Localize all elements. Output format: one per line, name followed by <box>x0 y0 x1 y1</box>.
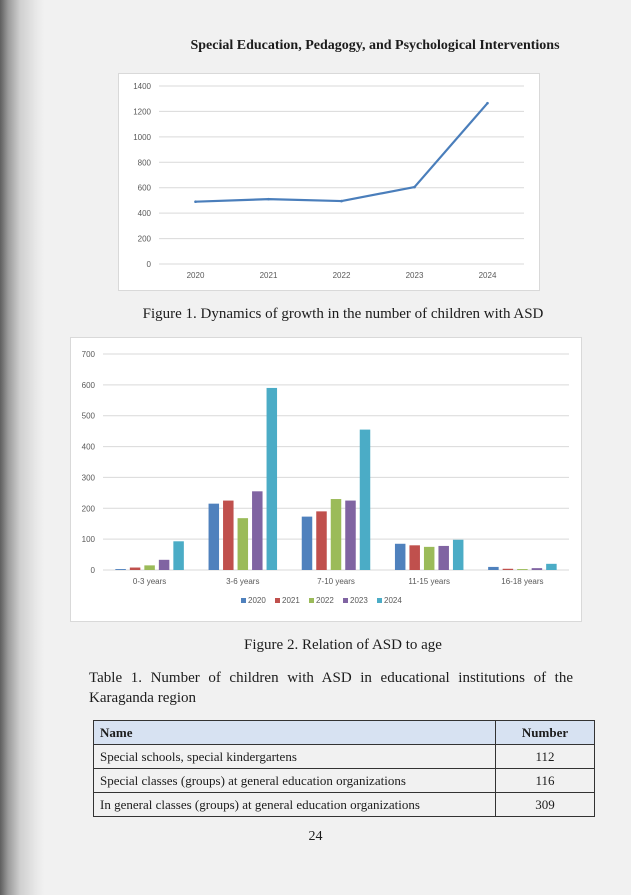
row-number-cell: 309 <box>496 793 595 817</box>
row-name-cell: In general classes (groups) at general education organizations <box>94 793 496 817</box>
y-tick-label: 1200 <box>133 107 151 117</box>
bar <box>424 547 435 570</box>
bar <box>517 569 528 570</box>
table-row <box>94 769 595 793</box>
y-tick-label: 200 <box>137 234 151 244</box>
y-tick-label: 700 <box>81 350 95 359</box>
legend-swatch <box>377 598 382 603</box>
bar <box>395 544 406 570</box>
bar-chart <box>71 338 581 621</box>
bar <box>144 565 155 570</box>
table-row <box>94 793 595 817</box>
data-point <box>267 198 270 201</box>
figure1-caption: Figure 1. Dynamics of growth in the number of children with ASD <box>142 306 544 322</box>
bar <box>503 569 514 570</box>
figure2-caption: Figure 2. Relation of ASD to age <box>244 637 442 653</box>
asd-institutions-table <box>93 720 595 817</box>
running-header: Special Education, Pedagogy, and Psychological Interventions <box>190 38 560 53</box>
bar <box>409 545 420 570</box>
line-chart-container <box>118 73 540 291</box>
x-tick-label: 3-6 years <box>226 577 260 586</box>
y-tick-label: 100 <box>81 535 95 545</box>
y-tick-label: 1000 <box>133 132 151 142</box>
bar <box>438 546 449 570</box>
legend-label: 2020 <box>248 596 266 605</box>
line-chart <box>119 74 539 290</box>
data-point <box>486 102 489 105</box>
column-header-number: Number <box>496 721 595 745</box>
page-number: 24 <box>308 829 323 844</box>
y-tick-label: 400 <box>137 209 151 219</box>
legend-label: 2021 <box>282 596 300 605</box>
table-row <box>94 745 595 769</box>
bar <box>115 569 126 570</box>
bar <box>360 430 371 570</box>
y-tick-label: 500 <box>81 411 95 421</box>
row-name-cell: Special schools, special kindergartens <box>94 745 496 769</box>
row-name-cell: Special classes (groups) at general education organizations <box>94 769 496 793</box>
legend-swatch <box>275 598 280 603</box>
bar <box>316 511 327 570</box>
y-tick-label: 1400 <box>133 82 151 91</box>
bar <box>302 517 313 570</box>
x-tick-label: 7-10 years <box>317 577 355 586</box>
y-tick-label: 200 <box>81 504 95 514</box>
bar <box>173 541 184 570</box>
bar <box>238 518 249 570</box>
bar <box>223 501 234 570</box>
x-tick-label: 0-3 years <box>132 577 167 586</box>
series-line <box>196 103 488 202</box>
legend-label: 2024 <box>384 596 402 605</box>
bar <box>532 568 543 570</box>
y-tick-label: 0 <box>146 260 151 269</box>
legend-swatch <box>309 598 314 603</box>
bar <box>453 540 464 570</box>
bar-chart-container <box>70 337 582 622</box>
legend-label: 2022 <box>316 596 334 605</box>
y-tick-label: 400 <box>81 442 95 452</box>
x-tick-label: 2020 <box>186 271 205 280</box>
y-tick-label: 300 <box>81 473 95 483</box>
y-tick-label: 600 <box>137 183 151 193</box>
legend-swatch <box>241 598 246 603</box>
bar <box>345 501 356 570</box>
x-tick-label: 2021 <box>259 271 278 280</box>
x-tick-label: 2024 <box>478 271 497 280</box>
y-tick-label: 600 <box>81 380 95 390</box>
bar <box>546 564 557 570</box>
legend-label: 2023 <box>350 596 368 605</box>
bar <box>159 560 170 570</box>
table1-title: Table 1. Number of children with ASD in educational institutions of the Karaganda region <box>89 670 573 706</box>
row-number-cell: 112 <box>496 745 595 769</box>
data-point <box>413 186 416 189</box>
x-tick-label: 11-15 years <box>408 577 451 586</box>
bar <box>267 388 278 570</box>
data-point <box>340 200 343 203</box>
bar <box>488 567 499 570</box>
x-tick-label: 16-18 years <box>501 577 544 586</box>
table-header-row <box>94 721 595 745</box>
bar <box>252 491 262 570</box>
book-spine-shadow <box>0 0 44 895</box>
bar <box>209 504 220 570</box>
data-point <box>194 200 197 203</box>
y-tick-label: 800 <box>137 158 151 168</box>
y-tick-label: 0 <box>90 566 95 575</box>
x-tick-label: 2023 <box>405 271 424 280</box>
legend-swatch <box>343 598 348 603</box>
bar <box>331 499 342 570</box>
x-tick-label: 2022 <box>332 271 351 280</box>
bar <box>130 568 141 570</box>
column-header-name: Name <box>94 721 496 745</box>
row-number-cell: 116 <box>496 769 595 793</box>
